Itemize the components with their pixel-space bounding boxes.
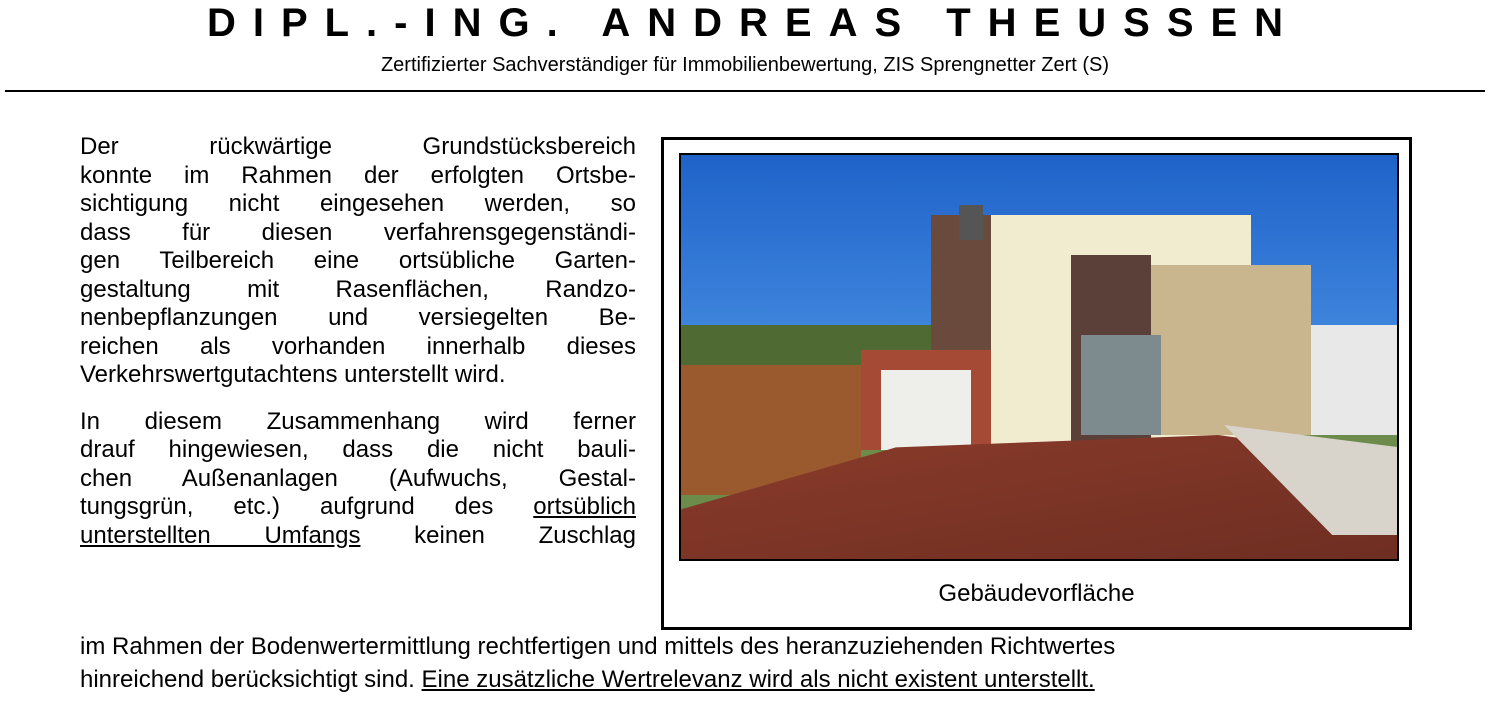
text-line	[80, 663, 1418, 696]
underlined-text: Eine zusätzliche Wertrelevanz wird als nicht existent unterstellt.	[421, 666, 1095, 693]
text-line: reichen als vorhanden innerhalb dieses	[80, 332, 636, 360]
author-subtitle: Zertifizierter Sachverständiger für Immobilienbewertung, ZIS Sprengnetter Zert (S)	[380, 54, 1110, 76]
text-segment: hinreichend berücksichtigt sind.	[80, 666, 422, 693]
text-line: chen Außenanlagen (Aufwuchs, Gestal-	[80, 464, 636, 492]
text-line: Der rückwärtige Grundstücksbereich	[80, 133, 636, 160]
text-line: dass für diesen verfahrensgegenständi-	[80, 218, 636, 246]
text-segment: tungsgrün, etc.) aufgrund des	[80, 493, 534, 520]
text-line: konnte im Rahmen der erfolgten Ortsbe-	[80, 161, 636, 189]
underlined-text: unterstellten Umfangs	[80, 521, 361, 549]
document-body	[80, 133, 1418, 696]
text-line: nenbepflanzungen und versiegelten Be-	[80, 304, 636, 331]
photo-caption: Gebäudevorfläche	[938, 580, 1135, 607]
author-title: DIPL.-ING. ANDREAS THEUSSEN	[206, 1, 1301, 45]
underlined-text: ortsüblich	[533, 493, 636, 520]
text-line: In diesem Zusammenhang wird ferner	[80, 407, 636, 435]
building-front-photo	[679, 153, 1399, 561]
text-line: drauf hingewiesen, dass die nicht bauli-	[80, 436, 636, 463]
text-segment: keinen Zuschlag	[360, 521, 636, 549]
text-line: Verkehrswertgutachtens unterstellt wird.	[80, 361, 506, 388]
text-line: sichtigung nicht eingesehen werden, so	[80, 190, 636, 217]
text-line: gestaltung mit Rasenflächen, Randzo-	[80, 275, 636, 303]
text-line: im Rahmen der Bodenwertermittlung rechtfertigen und mittels des heranzuziehenden Richtwertes	[80, 633, 1116, 660]
text-line: gen Teilbereich eine ortsübliche Garten-	[80, 247, 636, 274]
header-divider	[5, 90, 1485, 92]
photo-figure	[661, 137, 1412, 630]
